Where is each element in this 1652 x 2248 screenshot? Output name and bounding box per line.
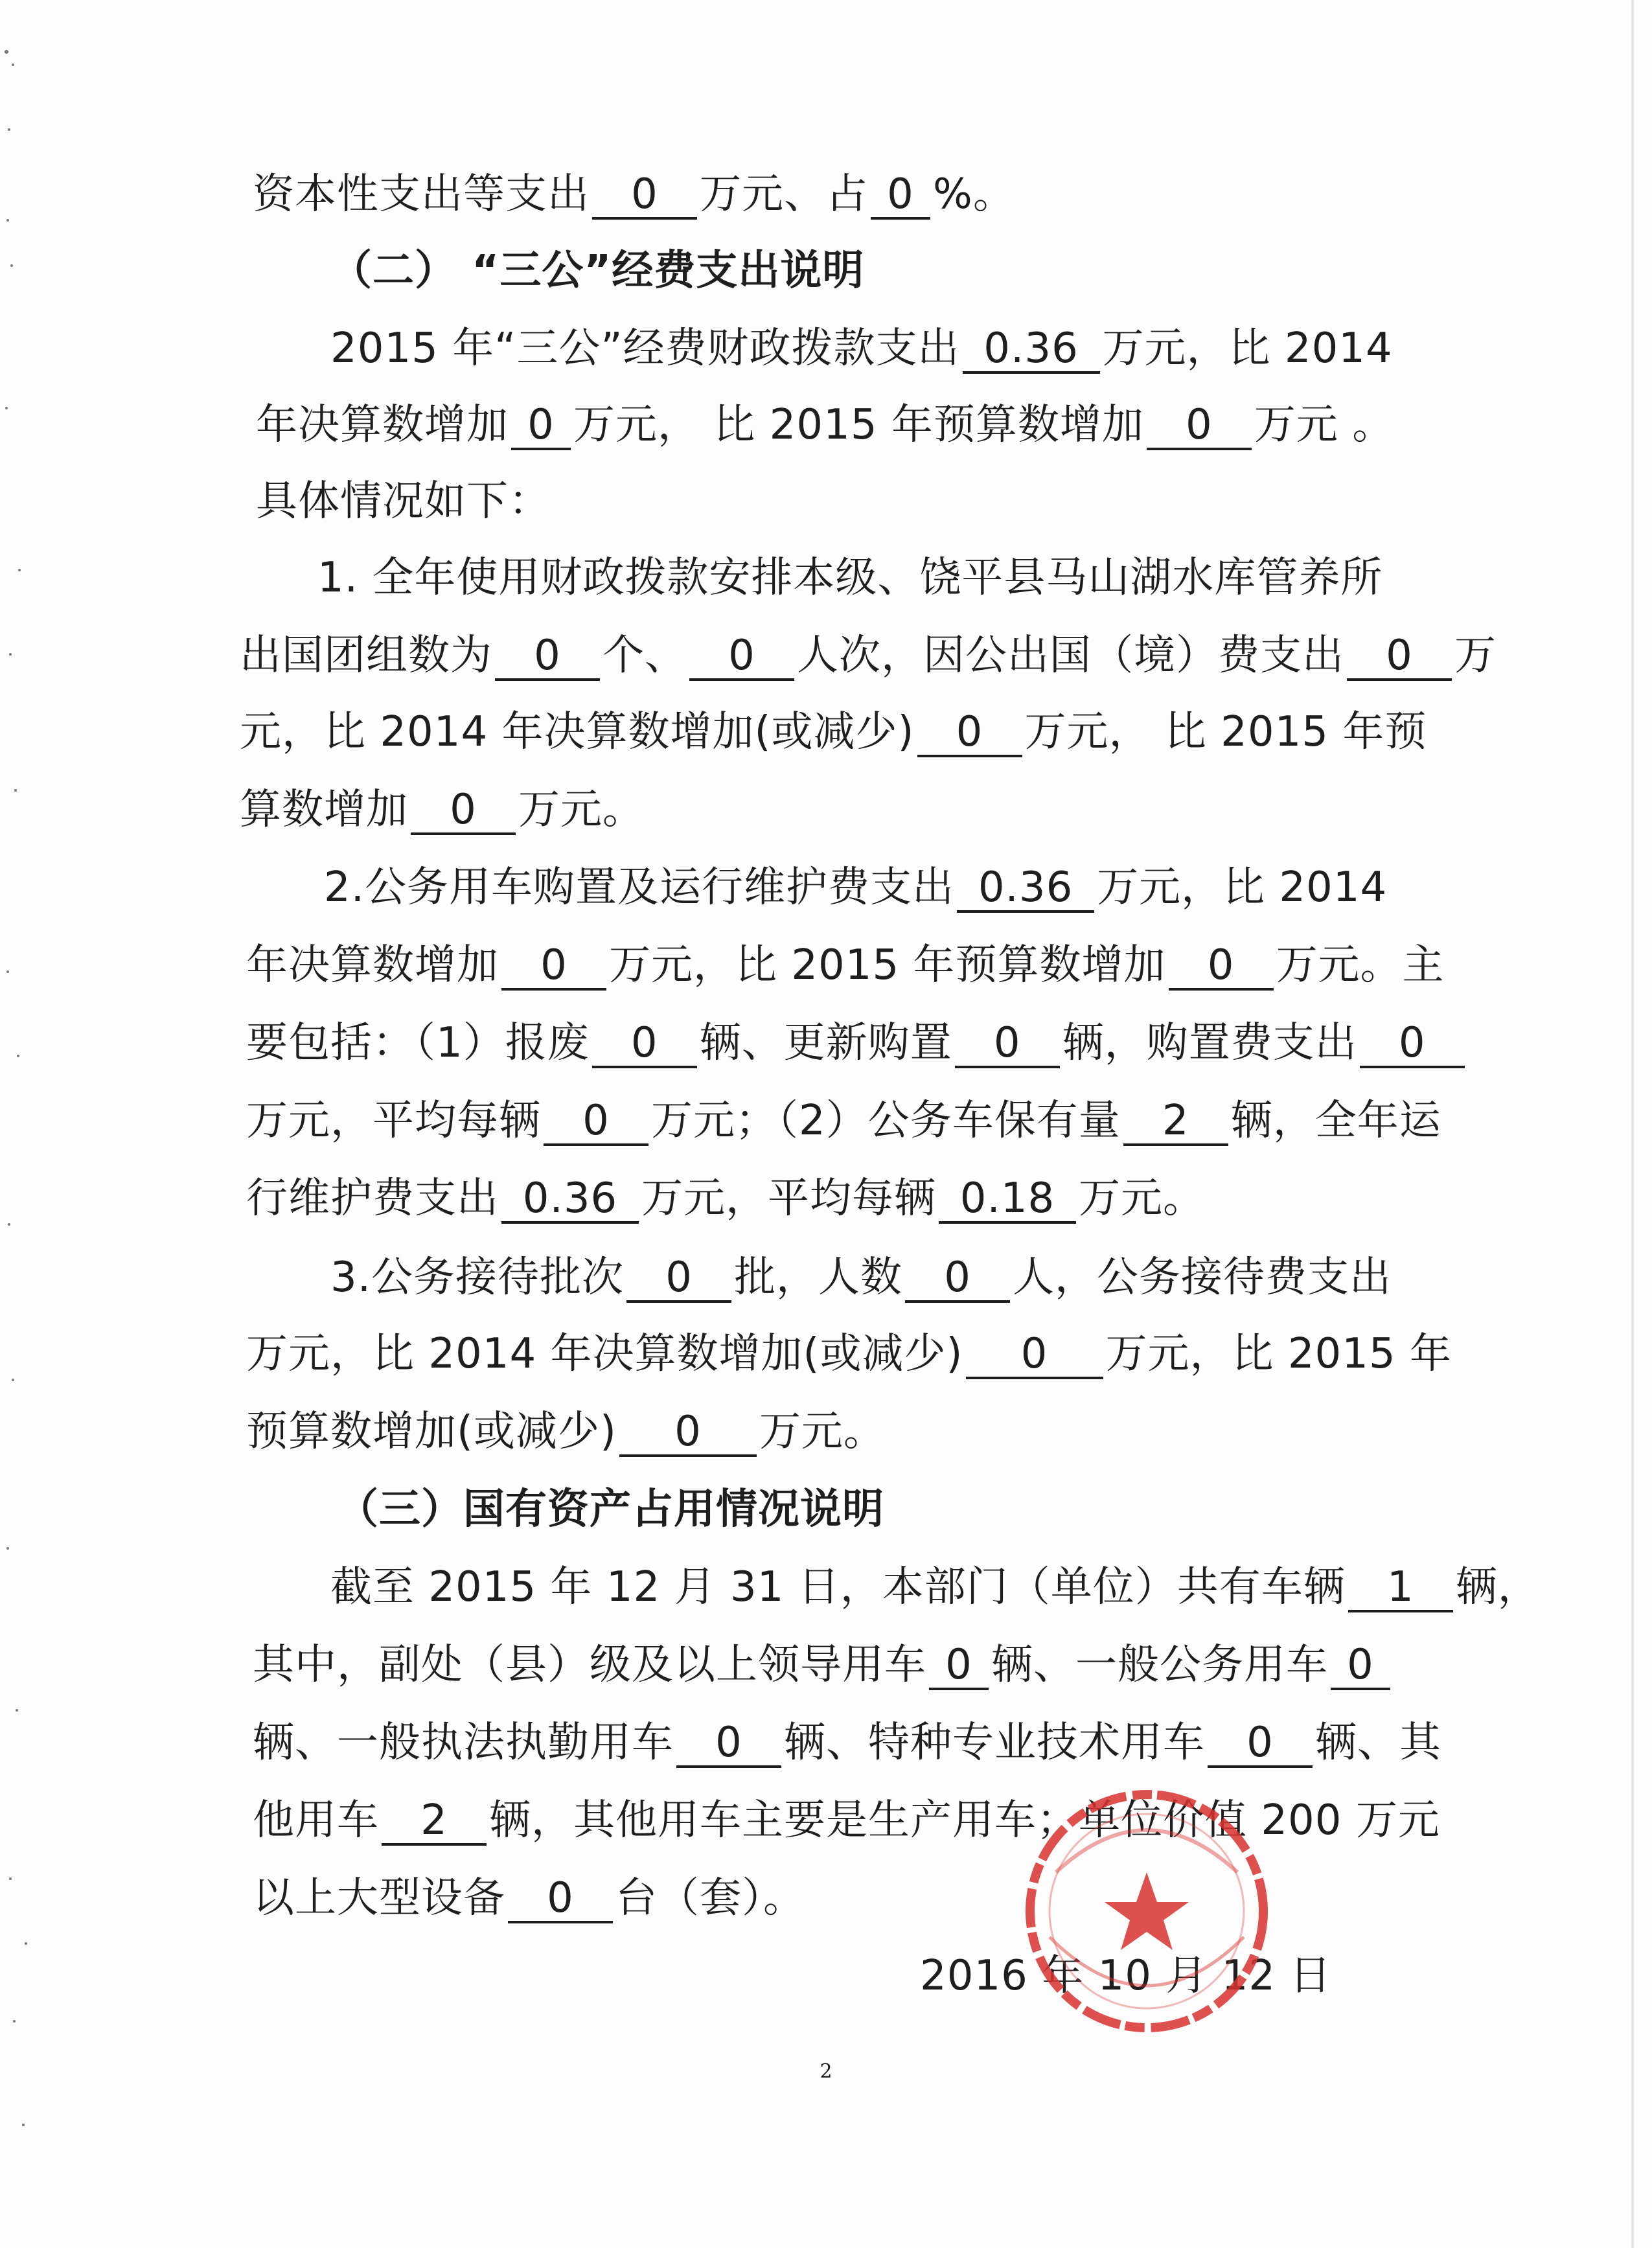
text-line-15: 3.公务接待批次 0 批，人数 0 人，公务接待费支出: [330, 1254, 1392, 1302]
text-line-7: 出国团组数为 0 个、 0 人次，因公出国（境）费支出 0 万: [240, 632, 1497, 680]
text-line-6: 1. 全年使用财政拨款安排本级、饶平县马山湖水库管养所: [317, 554, 1383, 602]
text-line-4: 年决算数增加 0 万元， 比 2015 年预算数增加 0 万元 。: [256, 401, 1395, 449]
page-number: 2: [820, 2060, 832, 2083]
text-line-16: 万元，比 2014 年决算数增加(或减少) 0 万元，比 2015 年: [246, 1330, 1452, 1378]
text-line-19: 截至 2015 年 12 月 31 日，本部门（单位）共有车辆 1 辆，: [330, 1563, 1540, 1611]
section-heading-two: （二） “三公”经费支出说明: [330, 247, 865, 295]
section-heading-three: （三）国有资产占用情况说明: [337, 1485, 884, 1533]
text-line-10: 2.公务用车购置及运行维护费支出 0.36 万元，比 2014: [324, 864, 1388, 912]
text-line-1: 资本性支出等支出 0 万元、占 0 %。: [253, 170, 1015, 218]
text-line-8: 元，比 2014 年决算数增加(或减少) 0 万元， 比 2015 年预: [240, 708, 1427, 756]
text-line-21: 辆、一般执法执勤用车 0 辆、特种专业技术用车 0 辆、其: [253, 1719, 1441, 1767]
text-line-11: 年决算数增加 0 万元，比 2015 年预算数增加 0 万元。主: [246, 941, 1445, 989]
text-line-5: 具体情况如下：: [256, 477, 551, 525]
text-line-12: 要包括：（1）报废 0 辆、更新购置 0 辆，购置费支出 0: [246, 1017, 1467, 1069]
text-line-9: 算数增加 0 万元。: [240, 786, 645, 834]
scan-edge-right: [1613, 0, 1652, 2248]
text-line-20: 其中，副处（县）级及以上领导用车 0 辆、一般公务用车 0: [253, 1639, 1393, 1691]
text-line-17: 预算数增加(或减少) 0 万元。: [246, 1408, 886, 1456]
text-line-13: 万元，平均每辆 0 万元；（2）公务车保有量 2 辆，全年运: [246, 1097, 1441, 1145]
scan-specks-left: [0, 0, 78, 2248]
text-line-3: 2015 年“三公”经费财政拨款支出 0.36 万元，比 2014: [330, 325, 1393, 373]
text-line-23: 以上大型设备 0 台（套）。: [253, 1874, 805, 1922]
text-line-14: 行维护费支出 0.36 万元，平均每辆 0.18 万元。: [246, 1175, 1205, 1222]
text-line-22: 他用车 2 辆，其他用车主要是生产用车；单位价值 200 万元: [253, 1796, 1440, 1844]
document-date: 2016 年 10 月 12 日: [920, 1952, 1332, 2000]
red-seal-icon: [1011, 1775, 1283, 2047]
